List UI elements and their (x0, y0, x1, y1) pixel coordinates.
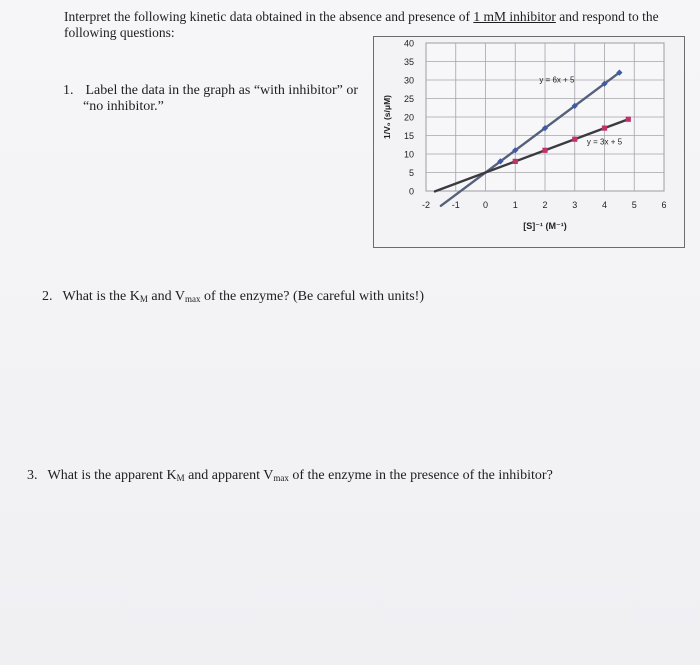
question-2-after: of the enzyme? (Be careful with units!) (200, 289, 424, 304)
y-tick-label: 15 (403, 131, 414, 141)
x-tick-label: 3 (572, 200, 578, 210)
question-3-after: of the enzyme in the presence of the inhibitor? (288, 468, 553, 483)
question-3-middle: and apparent V (184, 468, 274, 483)
question-3-vmax-sub: max (273, 473, 289, 483)
x-tick-label: 6 (661, 200, 667, 210)
question-2-vmax-sub: max (184, 294, 201, 304)
equation-label-series-2: y = 3x + 5 (586, 137, 623, 147)
y-tick-label: 0 (408, 186, 414, 197)
series-2-point (572, 137, 577, 142)
intro-underlined: 1 mM inhibitor (473, 9, 556, 24)
chart-svg (374, 37, 684, 247)
question-3 (27, 468, 553, 486)
question-3-before: What is the apparent K (47, 468, 177, 483)
question-2-km-sub: M (139, 294, 148, 304)
question-2-middle: and V (147, 289, 185, 304)
lineweaver-burk-chart (373, 36, 685, 248)
x-tick-label: -1 (451, 200, 460, 210)
series-2-point (513, 159, 518, 164)
question-1-line1: Label the data in the graph as “with inhibitor” or (85, 83, 359, 98)
x-tick-label: -2 (421, 200, 431, 210)
y-tick-label: 40 (403, 38, 414, 49)
equation-label-series-1: y = 6x + 5 (539, 75, 575, 85)
y-tick-label: 25 (403, 94, 414, 104)
y-tick-label: 5 (408, 168, 414, 178)
x-tick-label: 4 (601, 200, 608, 210)
series-2-point (542, 148, 547, 153)
y-tick-label: 30 (403, 75, 414, 86)
series-2-point (602, 126, 607, 131)
question-2-number: 2. (42, 289, 53, 304)
intro-text-after: and respond to the following questions: (64, 9, 659, 40)
question-1 (63, 83, 363, 115)
question-3-number: 3. (27, 468, 38, 483)
y-tick-label: 35 (403, 57, 414, 67)
y-tick-label: 20 (403, 112, 414, 123)
y-axis-label: 1/V₀ (s/μM) (382, 95, 392, 139)
question-1-number: 1. (63, 83, 74, 98)
question-3-km-sub: M (176, 473, 185, 483)
x-tick-label: 0 (482, 200, 489, 210)
y-tick-label: 10 (403, 149, 414, 160)
series-2-point (626, 117, 631, 122)
intro-text-before: Interpret the following kinetic data obtained in the absence and presence of (64, 9, 474, 24)
x-axis-label: [S]⁻¹ (M⁻¹) (523, 221, 567, 231)
question-2-before: What is the K (62, 289, 140, 304)
x-tick-label: 2 (542, 200, 548, 210)
x-tick-label: 5 (631, 200, 637, 210)
question-1-line2: “no inhibitor.” (83, 99, 164, 114)
question-2 (42, 289, 424, 307)
x-tick-label: 1 (512, 200, 518, 210)
